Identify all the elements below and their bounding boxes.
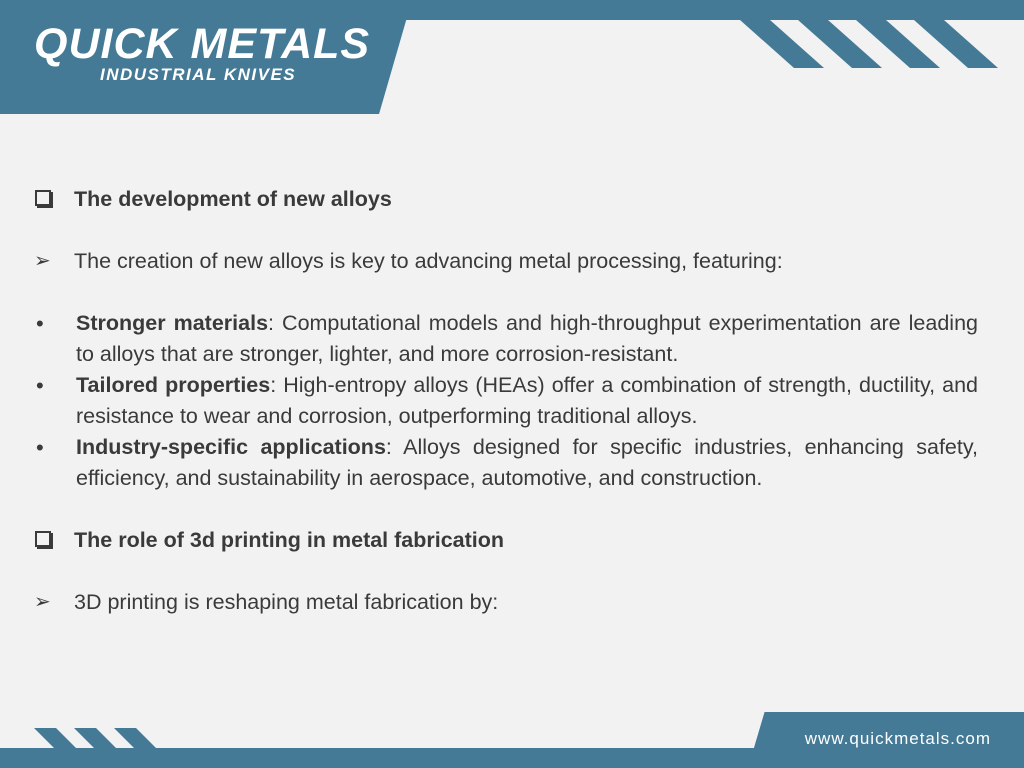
- arrow-bullet-icon: ➢: [34, 591, 51, 613]
- intro-text: 3D printing is reshaping metal fabrication by:: [74, 590, 499, 614]
- list-item: [34, 370, 978, 432]
- bullet-text: : High-entropy alloys (HEAs) offer a combination of strength, ductility, and resistance to wear and corrosion, outperforming traditional alloys.: [76, 373, 978, 428]
- logo-name: QUICK METALS: [34, 20, 371, 68]
- company-logo: [34, 22, 370, 84]
- section-heading: The role of 3d printing in metal fabrication: [74, 528, 505, 552]
- header-stripes-decoration: [740, 20, 1000, 68]
- intro-text: The creation of new alloys is key to advancing metal processing, featuring:: [74, 249, 783, 273]
- footer-stripes-decoration: [34, 728, 164, 748]
- bullet-dot-icon: •: [36, 311, 44, 336]
- bullet-dot-icon: •: [36, 373, 44, 398]
- heading-row-2: [34, 525, 978, 556]
- logo-tagline: INDUSTRIAL KNIVES: [100, 65, 297, 84]
- arrow-bullet-icon: ➢: [34, 250, 51, 272]
- bullet-term: Tailored properties: [76, 373, 271, 397]
- list-item: [34, 432, 978, 494]
- bullet-dot-icon: •: [36, 435, 44, 460]
- intro-row-1: [34, 246, 978, 277]
- slide-content: [34, 184, 978, 618]
- website-link[interactable]: www.quickmetals.com: [804, 729, 991, 748]
- bullet-term: Industry-specific applications: [76, 435, 386, 459]
- checkbox-bullet-icon: [35, 190, 51, 206]
- bullet-term: Stronger materials: [76, 311, 269, 335]
- checkbox-bullet-icon: [35, 531, 51, 547]
- list-item: [34, 308, 978, 370]
- intro-row-2: [34, 587, 978, 618]
- heading-row-1: [34, 184, 978, 215]
- bullet-text: : Alloys designed for specific industries, enhancing safety, efficiency, and sustainability in aerospace, automotive, and construction.: [76, 435, 978, 490]
- section-heading: The development of new alloys: [74, 187, 392, 211]
- bullet-text: : Computational models and high-throughput experimentation are leading to alloys that are stronger, lighter, and more corrosion-resistant.: [76, 311, 978, 366]
